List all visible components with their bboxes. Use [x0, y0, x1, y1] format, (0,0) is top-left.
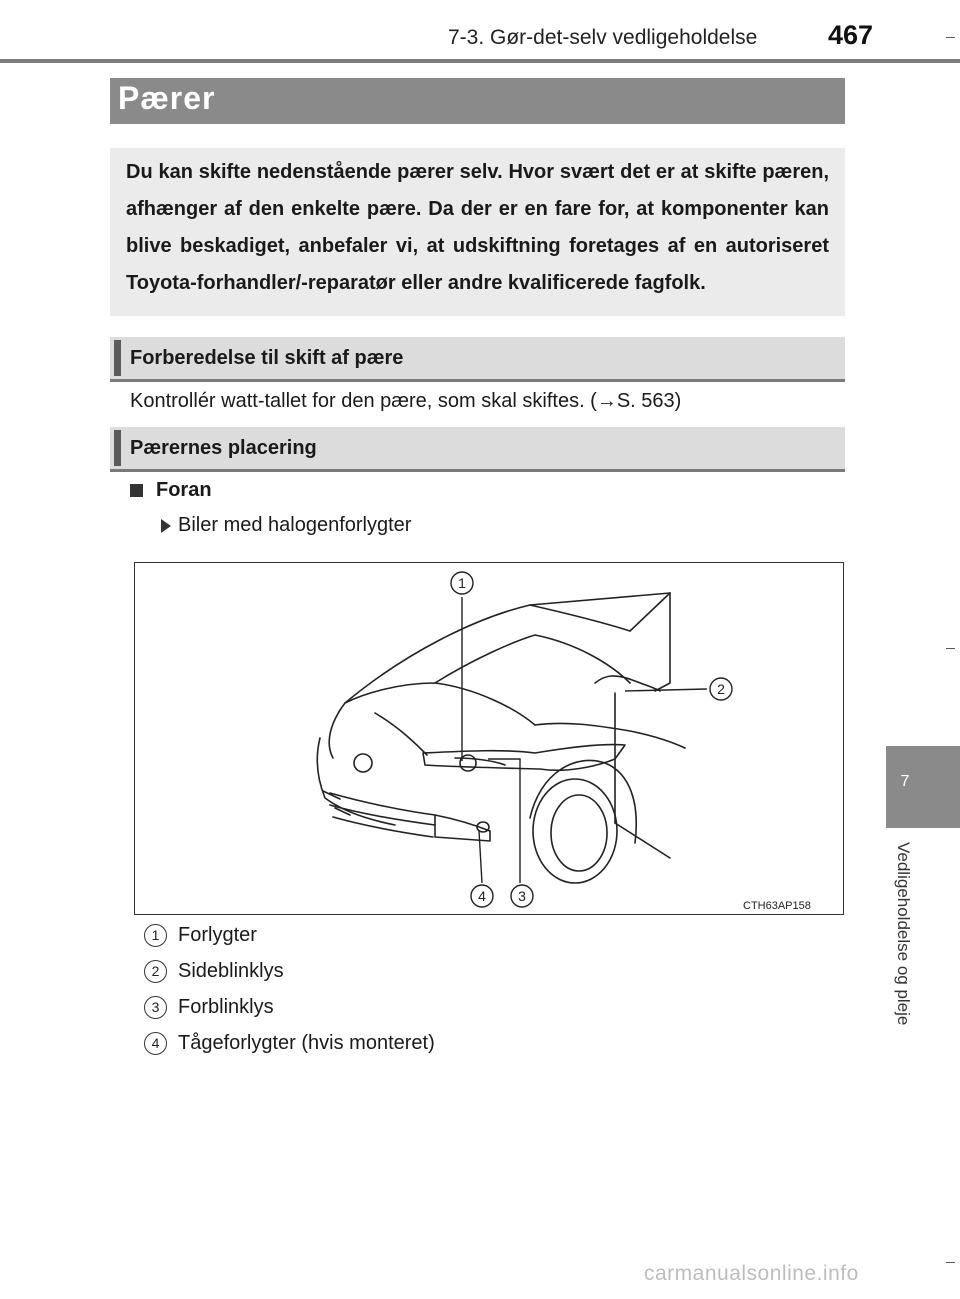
- legend-number-4: 4: [144, 1032, 167, 1055]
- callout-label-3: 3: [518, 888, 526, 904]
- subheading-front: Foran: [156, 479, 212, 501]
- crop-mark: [946, 1262, 955, 1263]
- car-grille-top: [330, 793, 490, 831]
- car-cowl: [435, 635, 630, 683]
- car-emblem: [354, 754, 372, 772]
- car-drawing: [135, 563, 843, 914]
- crop-mark: [946, 648, 955, 649]
- car-grille-bar: [333, 817, 433, 837]
- header-rule: [0, 59, 960, 63]
- legend-label-3: Forblinklys: [178, 996, 274, 1018]
- car-rim: [551, 795, 607, 871]
- car-hood-crease: [375, 713, 427, 755]
- legend-label-4: Tågeforlygter (hvis monteret): [178, 1032, 435, 1054]
- title-band: [110, 78, 845, 124]
- crop-mark: [946, 37, 955, 38]
- bullet-text: Biler med halogenforlygter: [178, 514, 412, 536]
- triangle-bullet-icon: [160, 518, 172, 534]
- callout-line-3: [488, 759, 520, 883]
- legend-number-1: 1: [144, 924, 167, 947]
- arrow-icon: →: [596, 390, 617, 412]
- car-front-illustration: [134, 562, 844, 915]
- section-heading: Pærernes placering: [130, 437, 317, 459]
- car-wheel-arch: [530, 760, 636, 843]
- legend-number-2: 2: [144, 960, 167, 983]
- car-sill: [615, 823, 670, 858]
- page-title: Pærer: [118, 80, 216, 116]
- callout-line-4: [479, 831, 482, 883]
- page-number: 467: [828, 20, 874, 50]
- car-mirror: [595, 676, 660, 691]
- callout-label-4: 4: [478, 888, 486, 904]
- car-door-edge: [655, 593, 670, 691]
- car-a-pillar: [630, 593, 670, 631]
- page-reference[interactable]: S. 563): [616, 390, 682, 412]
- intro-text: Du kan skifte nedenstående pærer selv. Hvor svært det er at skifte pæren, afhænger af den enkelte pære. Da der er en fare for, at komponenter kan blive beskadiget, anbefaler vi, at udskiftning foretages af en autoriseret Toyota-forhandler/-reparatør eller andre kvalificerede fagfolk.: [126, 161, 829, 294]
- legend-label-1: Forlygter: [178, 924, 257, 946]
- legend-number-3: 3: [144, 996, 167, 1019]
- car-windshield-top: [530, 605, 630, 631]
- figure-code: CTH63AP158: [743, 900, 811, 912]
- section-heading: Forberedelse til skift af pære: [130, 347, 404, 369]
- legend-label-2: Sideblinklys: [178, 960, 284, 982]
- section-marker: [114, 340, 121, 376]
- running-header-section: 7-3. Gør-det-selv vedligeholdelse: [448, 26, 758, 49]
- square-bullet-icon: [130, 484, 143, 497]
- watermark: carmanualsonline.info: [644, 1262, 859, 1285]
- callout-label-2: 2: [717, 681, 725, 697]
- car-hood-edge: [345, 683, 535, 725]
- chapter-label: Vedligeholdelse og pleje: [894, 842, 913, 1026]
- callout-line-2: [625, 689, 707, 691]
- callout-label-1: 1: [458, 575, 466, 591]
- car-hood-front: [329, 703, 345, 758]
- car-headlight-outline: [423, 745, 625, 771]
- section-marker: [114, 430, 121, 466]
- chapter-number: 7: [900, 773, 910, 790]
- preparation-text: [130, 390, 681, 413]
- preparation-text-start: Kontrollér watt-tallet for den pære, som skal skiftes. (: [130, 390, 597, 412]
